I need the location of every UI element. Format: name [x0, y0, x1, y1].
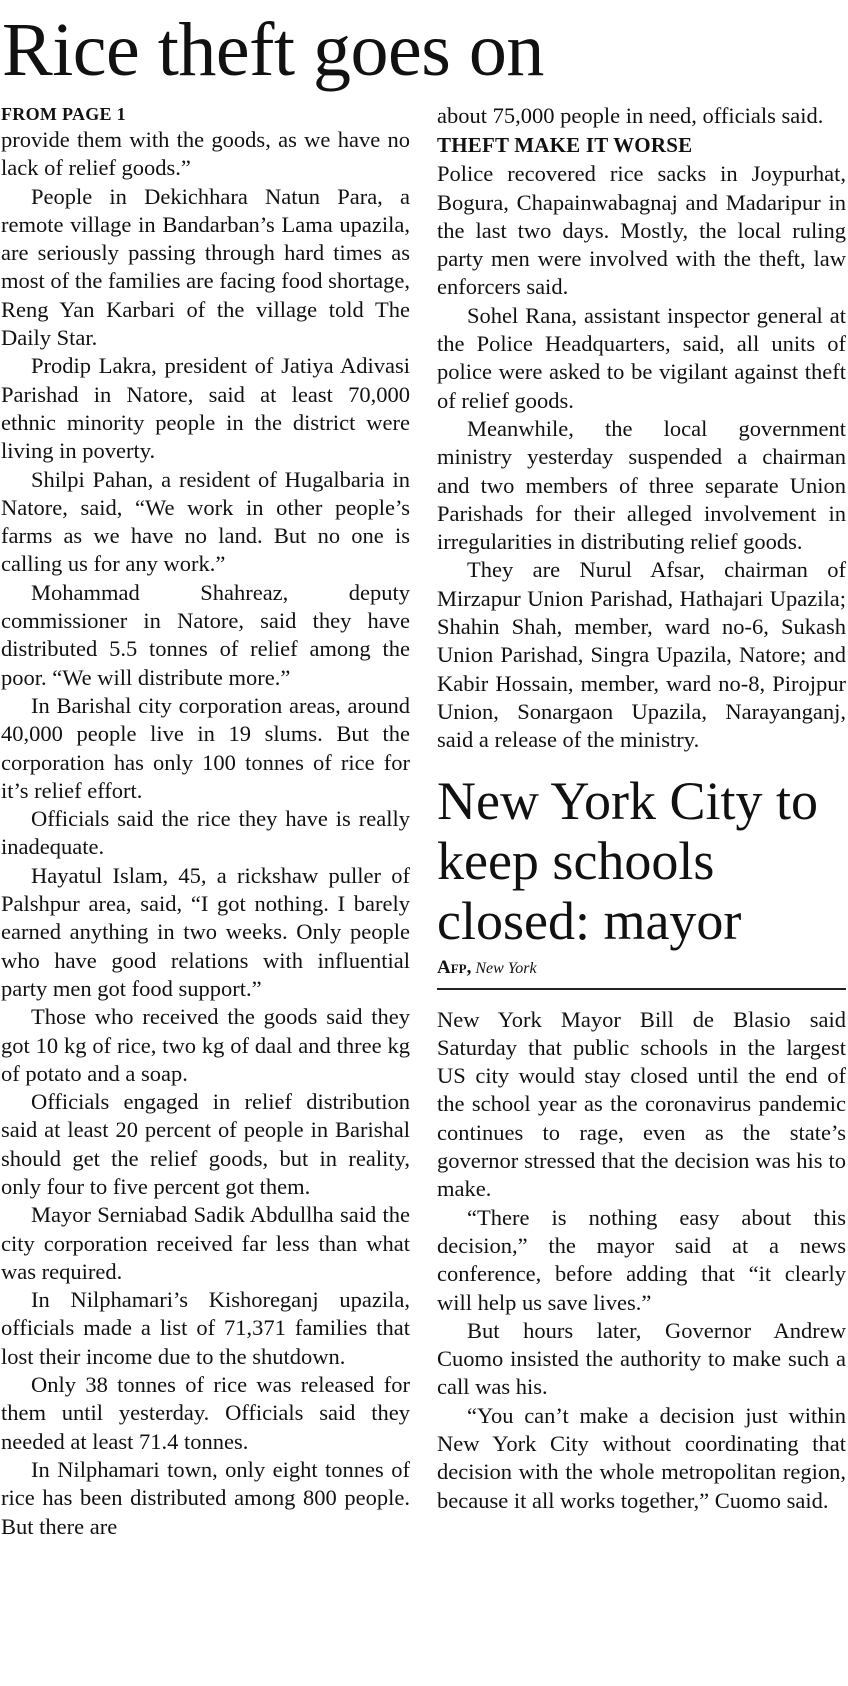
body-paragraph: about 75,000 people in need, officials said.: [437, 103, 824, 128]
body-paragraph: Shilpi Pahan, a resident of Hugalbaria in Natore, said, “We work in other people’s farms as we have no land. But no one is calling us for any work.”: [1, 466, 410, 577]
body-paragraph: Hayatul Islam, 45, a rickshaw puller of Palshpur area, said, “I got nothing. I barely earned anything in two weeks. Only people who have good relations with influential party men got food support.”: [1, 862, 410, 1001]
body-paragraph: New York Mayor Bill de Blasio said Saturday that public schools in the largest US city would stay closed until the end of the school year as the coronavirus pandemic continues to rage, even as the state’s governor stressed that the decision was his to make.: [437, 1006, 846, 1202]
byline-place: New York: [475, 959, 537, 977]
story2-byline: [437, 957, 846, 980]
right-column: [437, 102, 846, 1515]
body-paragraph: Prodip Lakra, president of Jatiya Adivasi Parishad in Natore, said at least 70,000 ethnic minority people in the district were living in poverty.: [1, 353, 410, 464]
story2-headline: New York City to keep schools closed: mayor: [437, 770, 819, 951]
body-paragraph: Those who received the goods said they got 10 kg of rice, two kg of daal and three kg of potato and a soap.: [1, 1004, 410, 1086]
body-paragraph: Sohel Rana, assistant inspector general at the Police Headquarters, said, all units of police were asked to be vigilant against theft of relief goods.: [437, 302, 846, 413]
continuation-kicker: FROM PAGE 1: [1, 104, 126, 124]
body-paragraph: In Barishal city corporation areas, around 40,000 people live in 19 slums. But the corporation has only 100 tonnes of rice for it’s relief effort.: [1, 692, 410, 803]
body-paragraph: But hours later, Governor Andrew Cuomo insisted the authority to make such a call was his.: [437, 1317, 846, 1400]
body-paragraph: Mayor Serniabad Sadik Abdullha said the city corporation received far less than what was required.: [1, 1202, 410, 1284]
byline-divider: [437, 988, 846, 990]
body-paragraph: Officials engaged in relief distribution said at least 20 percent of people in Barishal should get the relief goods, but in reality, only four to five percent got them.: [1, 1089, 410, 1199]
body-paragraph: In Nilphamari’s Kishoreganj upazila, officials made a list of 71,371 families that lost their income due to the shutdown.: [1, 1287, 410, 1369]
byline-agency: Afp,: [437, 956, 472, 978]
body-paragraph: Police recovered rice sacks in Joypurhat, Bogura, Chapainwabagnaj and Madaripur in the last two days. Mostly, the local ruling party men were involved with the theft, law enforcers said.: [437, 161, 846, 300]
body-paragraph: “You can’t make a decision just within New York City without coordinating that decision with the whole metropolitan region, because it all works together,” Cuomo said.: [437, 1402, 846, 1513]
section-subhead: THEFT MAKE IT WORSE: [437, 133, 693, 158]
body-paragraph: People in Dekichhara Natun Para, a remote village in Bandarban’s Lama upazila, are seriously passing through hard times as most of the families are facing food shortage, Reng Yan Karbari of the village told The Daily Star.: [1, 183, 410, 351]
body-paragraph: In Nilphamari town, only eight tonnes of rice has been distributed among 800 people. But there are: [1, 1456, 410, 1539]
body-paragraph: Officials said the rice they have is really inadequate.: [1, 806, 410, 860]
body-paragraph: Meanwhile, the local government ministry yesterday suspended a chairman and two members of three separate Union Parishads for their alleged involvement in irregularities in distributing relief goods.: [437, 415, 846, 555]
body-paragraph: “There is nothing easy about this decision,” the mayor said at a news conference, before adding that “it clearly will help us save lives.”: [437, 1204, 846, 1315]
body-paragraph: They are Nurul Afsar, chairman of Mirzapur Union Parishad, Hathajari Upazila; Shahin Shah, member, ward no-6, Sukash Union Parishad, Singra Upazila, Natore; and Kabir Hossain, member, ward no-8, Pirojpur Union, Sonargaon Upazila, Narayanganj, said a release of the ministry.: [437, 557, 846, 753]
body-paragraph: Mohammad Shahreaz, deputy commissioner in Natore, said they have distributed 5.5 tonnes of relief among the poor. “We will distribute more.”: [1, 579, 410, 690]
left-column: [1, 102, 410, 1541]
page-headline: Rice theft goes on: [2, 8, 544, 92]
body-paragraph: provide them with the goods, as we have no lack of relief goods.”: [1, 127, 410, 181]
body-paragraph: Only 38 tonnes of rice was released for them until yesterday. Officials said they needed at least 71.4 tonnes.: [1, 1372, 410, 1454]
